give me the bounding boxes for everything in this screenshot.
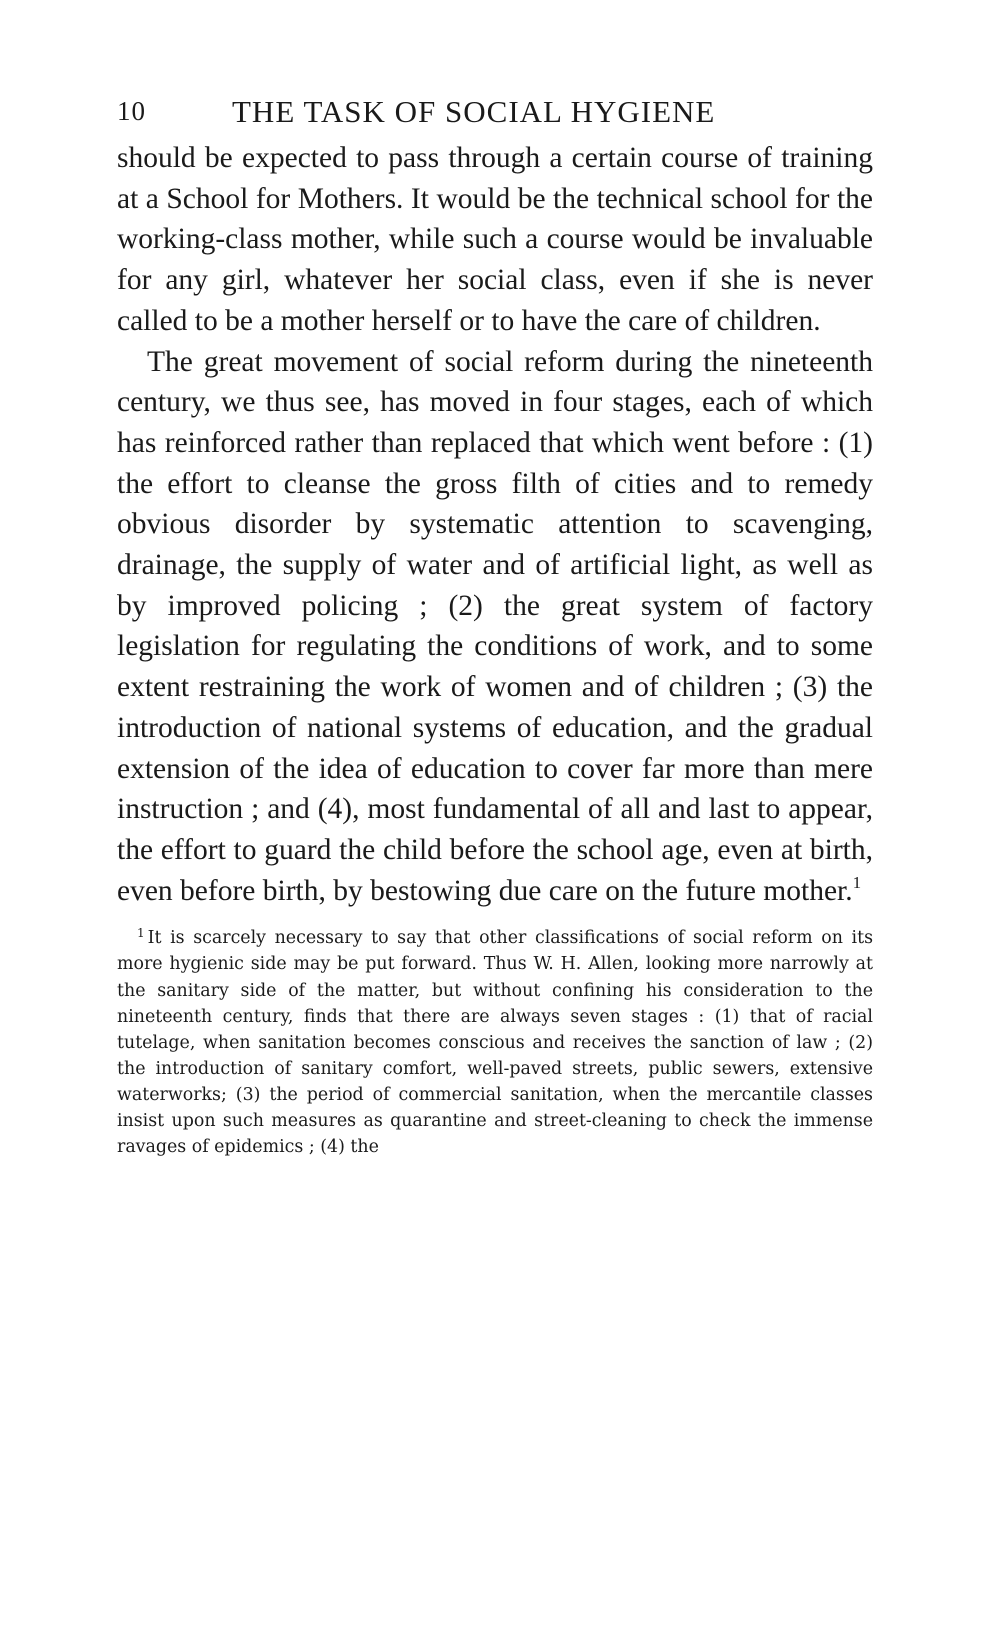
paragraph-continued: should be expected to pass through a certain course of training at a School for Mothers. It would be the technical school for the working-class mother, while such a course would be invaluable for any girl, whatever her social class, even if she is never called to be a mother herself or to have the care of children. (117, 142, 873, 337)
running-title: THE TASK OF SOCIAL HYGIENE (232, 94, 716, 129)
footnote-reference: 1 (852, 872, 862, 892)
footnote-marker: 1 (137, 926, 145, 941)
book-page (117, 92, 873, 1160)
footnote (117, 925, 873, 1160)
footnote-text: It is scarcely necessary to say that other classifications of social reform on its more hygienic side may be put forward. Thus W. H. Allen, looking more narrowly at the sanitary side of the matter, but without confining his consideration to the nineteenth century, finds that there are always seven stages : (1) that of racial tutelage, when sanitation becomes conscious and receives the sanction of law ; (2) the introduction of sanitary comfort, well-paved streets, public sewers, extensive waterworks; (3) the period of commercial sanitation, when the mercantile classes insist upon such measures as quarantine and street-cleaning to check the immense ravages of epidemics ; (4) the (117, 928, 873, 1158)
paragraph-social-reform-text: The great movement of social reform during the nineteenth century, we thus see, has moved in four stages, each of which has reinforced rather than replaced that which went before : (1) the effort to cleanse the gross filth of cities and to remedy obvious disorder by systematic attention to scavenging, drainage, the supply of water and of artificial light, as well as by improved policing ; (2) the great system of factory legislation for regulating the conditions of work, and to some extent restraining the work of women and of children ; (3) the introduction of national systems of education, and the gradual extension of the idea of education to cover far more than mere instruction ; and (4), most fundamental of all and last to appear, the effort to guard the child before the school age, even at birth, even before birth, by bestowing due care on the future mother. (117, 345, 873, 907)
body-text (117, 138, 873, 911)
page-number: 10 (117, 96, 146, 126)
paragraph-social-reform (117, 342, 873, 912)
running-head (117, 92, 873, 138)
footnote-paragraph (117, 925, 873, 1160)
